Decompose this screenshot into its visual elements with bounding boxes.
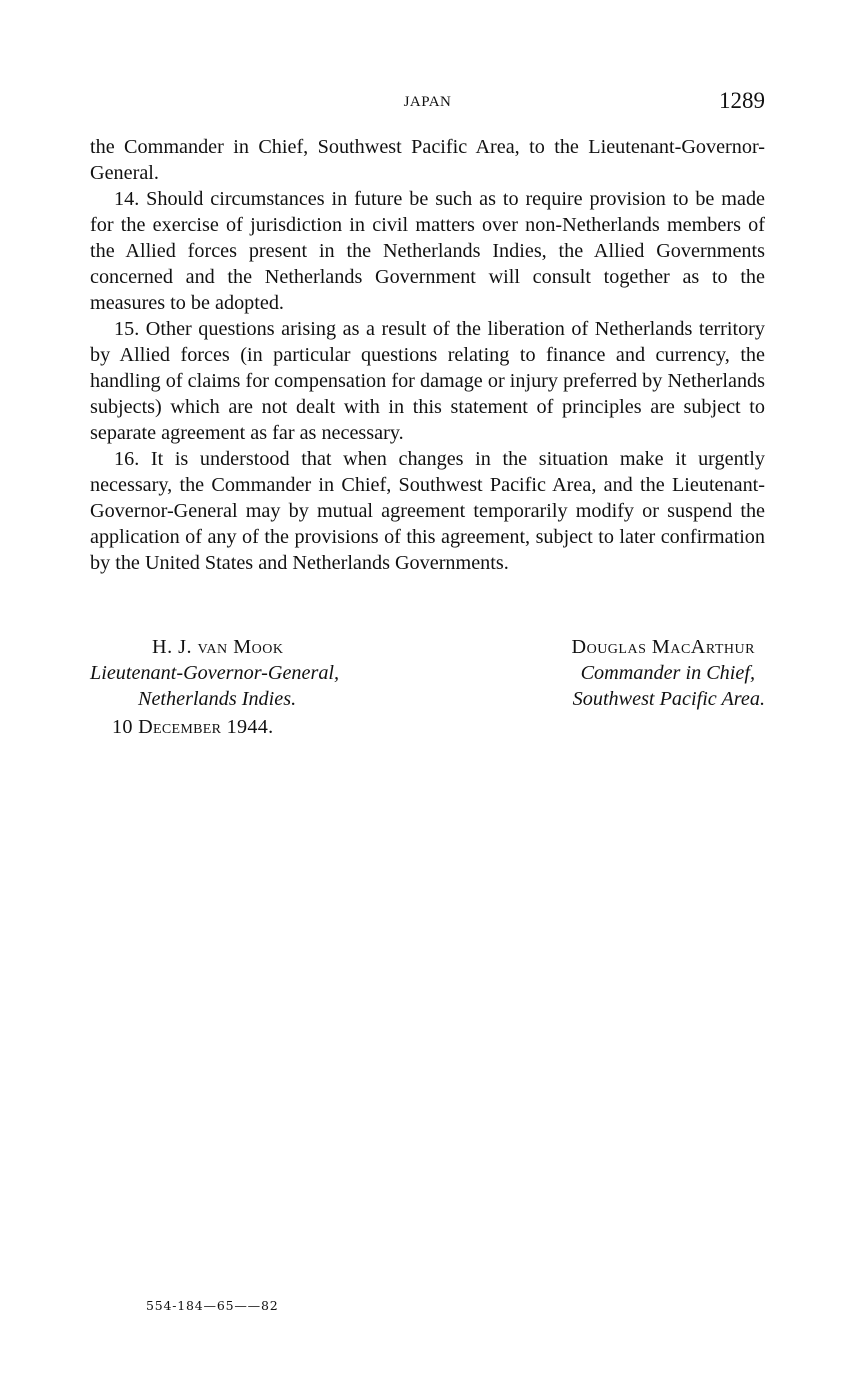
signature-left	[90, 634, 400, 712]
signing-date: 10 December 1944.	[112, 716, 274, 738]
signature-right	[465, 634, 765, 712]
paragraph-14: 14. Should circumstances in future be such as to require provision to be made for the exercise of jurisdiction in civil matters over non-Netherlands members of the Allied forces present in the Netherlands Indies, the Allied Governments concerned and the Netherlands Government will consult together as to the measures to be adopted.	[90, 188, 765, 314]
signatory-title-line2: Netherlands Indies.	[138, 688, 297, 710]
signatory-title-line2: Southwest Pacific Area.	[572, 688, 765, 710]
running-head	[90, 88, 765, 118]
signatory-title-line1: Lieutenant-Governor-General,	[90, 662, 340, 684]
signatory-name-macarthur: Douglas MacArthur	[571, 636, 755, 658]
print-code: 554-184—65——82	[146, 1298, 279, 1313]
paragraph-16: 16. It is understood that when changes in the situation make it urgently necessary, the Commander in Chief, Southwest Pacific Area, and the Lieutenant-Governor-General may by mutual agreement temporarily modify or suspend the application of any of the provisions of this agreement, subject to later confirmation by the United States and Netherlands Governments.	[90, 448, 765, 574]
signatory-name-van-mook: H. J. van Mook	[152, 636, 284, 658]
paragraph-continuation: the Commander in Chief, Southwest Pacific Area, to the Lieutenant-Governor-General.	[90, 136, 765, 184]
body-text	[90, 134, 765, 576]
signatory-title-line1: Commander in Chief,	[580, 662, 755, 684]
page-number: 1289	[719, 88, 765, 113]
paragraph-15: 15. Other questions arising as a result of the liberation of Netherlands territory by Allied forces (in particular questions relating to finance and currency, the handling of claims for compensation for damage or injury preferred by Netherlands subjects) which are not dealt with in this statement of principles are subject to separate agreement as far as necessary.	[90, 318, 765, 444]
running-title: JAPAN	[403, 94, 452, 110]
